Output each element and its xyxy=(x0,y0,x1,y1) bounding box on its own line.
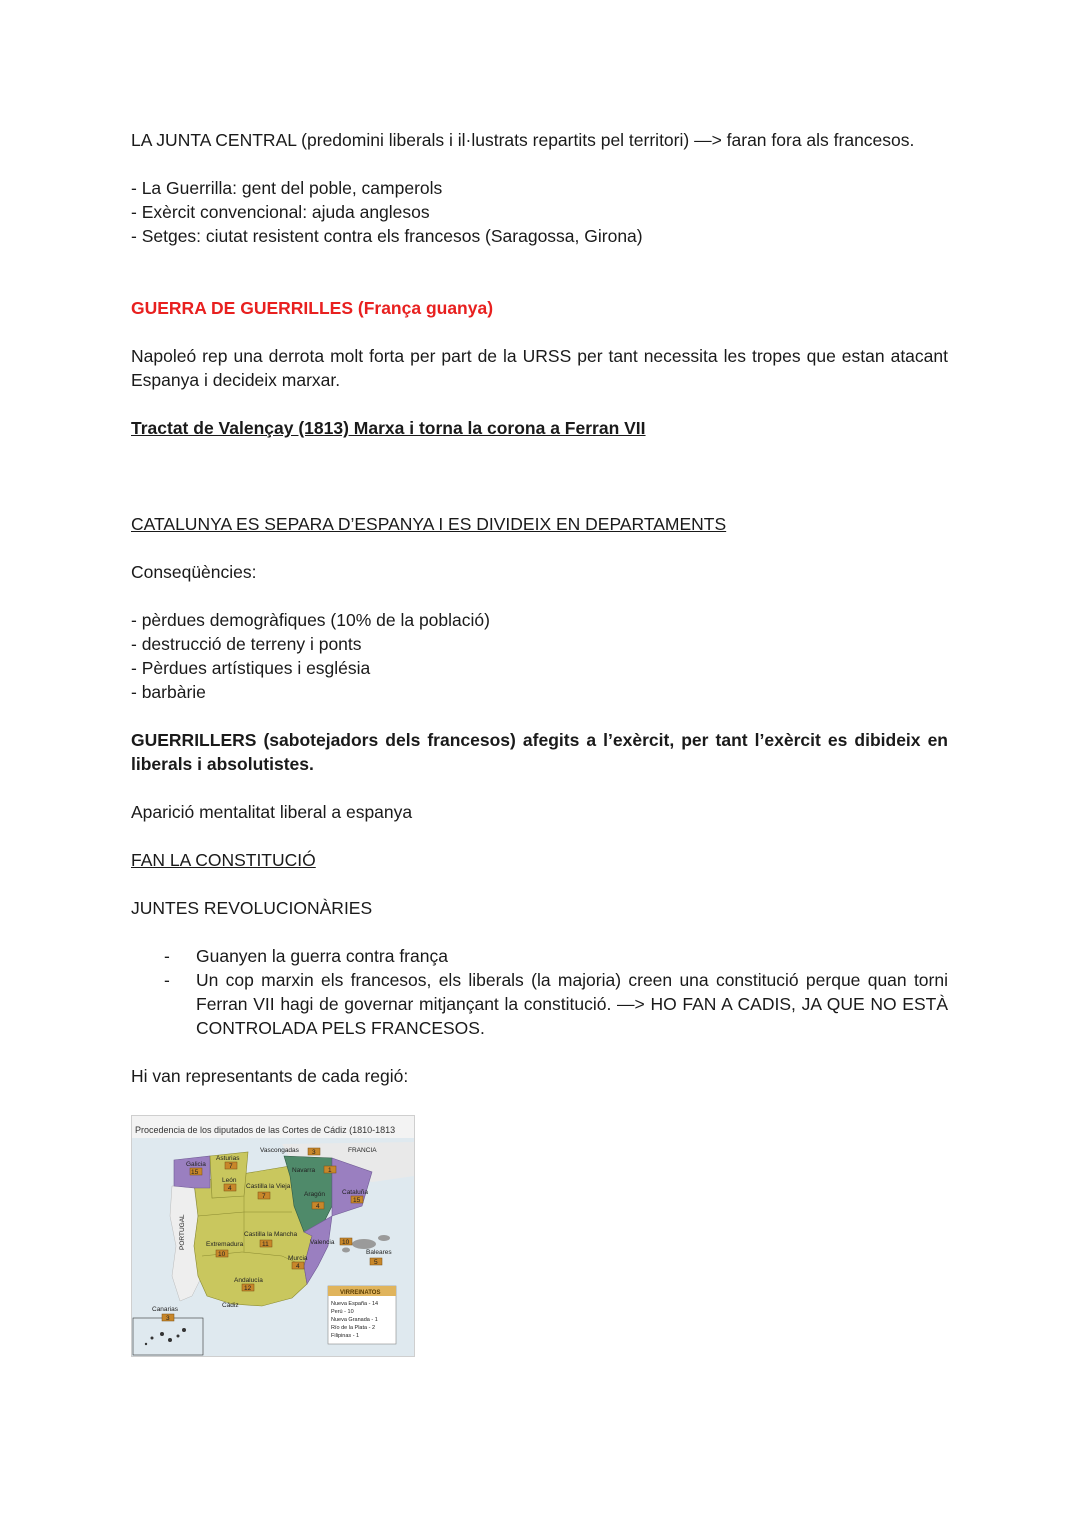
count-cataluna: 15 xyxy=(353,1197,361,1204)
map-title: Procedencia de los diputados de las Cortes de Cádiz (1810-1813 xyxy=(135,1125,396,1135)
list-item: - La Guerrilla: gent del poble, camperols xyxy=(131,178,443,198)
count-vascongadas: 3 xyxy=(312,1149,316,1156)
list-item: - Un cop marxin els francesos, els liberals (la majoria) creen una constitució perque quan torni Ferran VII hagi de governar mitjançant la constitució. —> HO FAN A CADIS, JA QUE NO ESTÀ CONTROLADA PELS FRANCESOS. xyxy=(131,968,948,1040)
guerrillers-paragraph: GUERRILLERS (sabotejadors dels francesos) afegits a l’exèrcit, per tant l’exèrcit es dibideix en liberals i absolutistes. xyxy=(131,730,948,774)
count-andalucia: 12 xyxy=(244,1285,252,1292)
list-item: - pèrdues demogràfiques (10% de la població) xyxy=(131,610,490,630)
label-canarias: Canarias xyxy=(152,1306,179,1313)
count-valencia: 10 xyxy=(342,1239,350,1246)
count-canarias: 3 xyxy=(166,1315,170,1322)
label-valencia: Valencia xyxy=(310,1239,335,1246)
virreinato-row: Nueva España - 14 xyxy=(331,1301,379,1307)
tractat-heading: Tractat de Valençay (1813) Marxa i torna la corona a Ferran VII xyxy=(131,418,646,438)
juntes-heading: JUNTES REVOLUCIONÀRIES xyxy=(131,898,373,918)
count-murcia: 4 xyxy=(296,1263,300,1270)
consequencies-label: Conseqüències: xyxy=(131,562,257,582)
virreinato-row: Filipinas - 1 xyxy=(331,1333,360,1339)
label-castilla-vieja: Castilla la Vieja xyxy=(246,1183,291,1190)
intro-paragraph: LA JUNTA CENTRAL (predomini liberals i il·lustrats repartits pel territori) —> faran fora als francesos. xyxy=(131,130,915,150)
virreinatos-title: VIRREINATOS xyxy=(340,1290,381,1296)
label-baleares: Baleares xyxy=(366,1249,392,1256)
list-item: - destrucció de terreny i ponts xyxy=(131,634,362,654)
label-murcia: Murcia xyxy=(288,1255,308,1262)
virreinato-row: Río de la Plata - 2 xyxy=(331,1325,376,1331)
count-extremadura: 10 xyxy=(218,1251,226,1258)
count-castilla-mancha: 11 xyxy=(262,1241,269,1248)
cortes-cadiz-map xyxy=(131,1115,415,1357)
label-francia: FRANCIA xyxy=(348,1147,377,1154)
list-item: - barbàrie xyxy=(131,682,206,702)
napoleo-paragraph: Napoleó rep una derrota molt forta per part de la URSS per tant necessita les tropes que estan atacant Espanya i decideix marxar. xyxy=(131,346,948,390)
count-asturias: 7 xyxy=(229,1163,233,1170)
label-cataluna: Cataluña xyxy=(342,1189,369,1196)
list-item: - Pèrdues artístiques i església xyxy=(131,658,371,678)
label-asturias: Asturias xyxy=(216,1155,240,1162)
label-aragon: Aragón xyxy=(304,1191,325,1198)
label-cadiz: Cádiz xyxy=(222,1302,239,1309)
catalunya-heading: CATALUNYA ES SEPARA D’ESPANYA I ES DIVIDEIX EN DEPARTAMENTS xyxy=(131,514,727,534)
count-baleares: 5 xyxy=(374,1259,378,1266)
constitucio-heading: FAN LA CONSTITUCIÓ xyxy=(131,850,316,870)
count-galicia: 15 xyxy=(191,1169,199,1176)
label-portugal: PORTUGAL xyxy=(179,1214,186,1250)
aparicio-paragraph: Aparició mentalitat liberal a espanya xyxy=(131,802,413,822)
count-leon: 4 xyxy=(228,1185,232,1192)
representants-paragraph: Hi van representants de cada regió: xyxy=(131,1066,409,1086)
label-andalucia: Andalucía xyxy=(234,1277,263,1284)
count-castilla-vieja: 7 xyxy=(262,1193,266,1200)
label-leon: León xyxy=(222,1177,237,1184)
map-graphic xyxy=(132,1116,414,1356)
list-item: - Setges: ciutat resistent contra els francesos (Saragossa, Girona) xyxy=(131,226,643,246)
virreinato-row: Perú - 10 xyxy=(331,1309,354,1315)
label-extremadura: Extremadura xyxy=(206,1241,244,1248)
list-item: - Exèrcit convencional: ajuda anglesos xyxy=(131,202,430,222)
virreinatos-box xyxy=(328,1286,396,1344)
document-page xyxy=(131,128,948,1088)
label-galicia: Galicia xyxy=(186,1161,206,1168)
label-vascongadas: Vascongadas xyxy=(260,1147,299,1154)
juntes-list xyxy=(131,944,948,1040)
count-navarra: 1 xyxy=(328,1167,332,1174)
guerra-heading: GUERRA DE GUERRILLES (França guanya) xyxy=(131,298,494,318)
label-castilla-mancha: Castilla la Mancha xyxy=(244,1231,298,1238)
list-item: - Guanyen la guerra contra frança xyxy=(131,944,948,968)
count-aragon: 4 xyxy=(316,1203,320,1210)
virreinato-row: Nueva Granada - 1 xyxy=(331,1317,378,1323)
label-navarra: Navarra xyxy=(292,1167,316,1174)
